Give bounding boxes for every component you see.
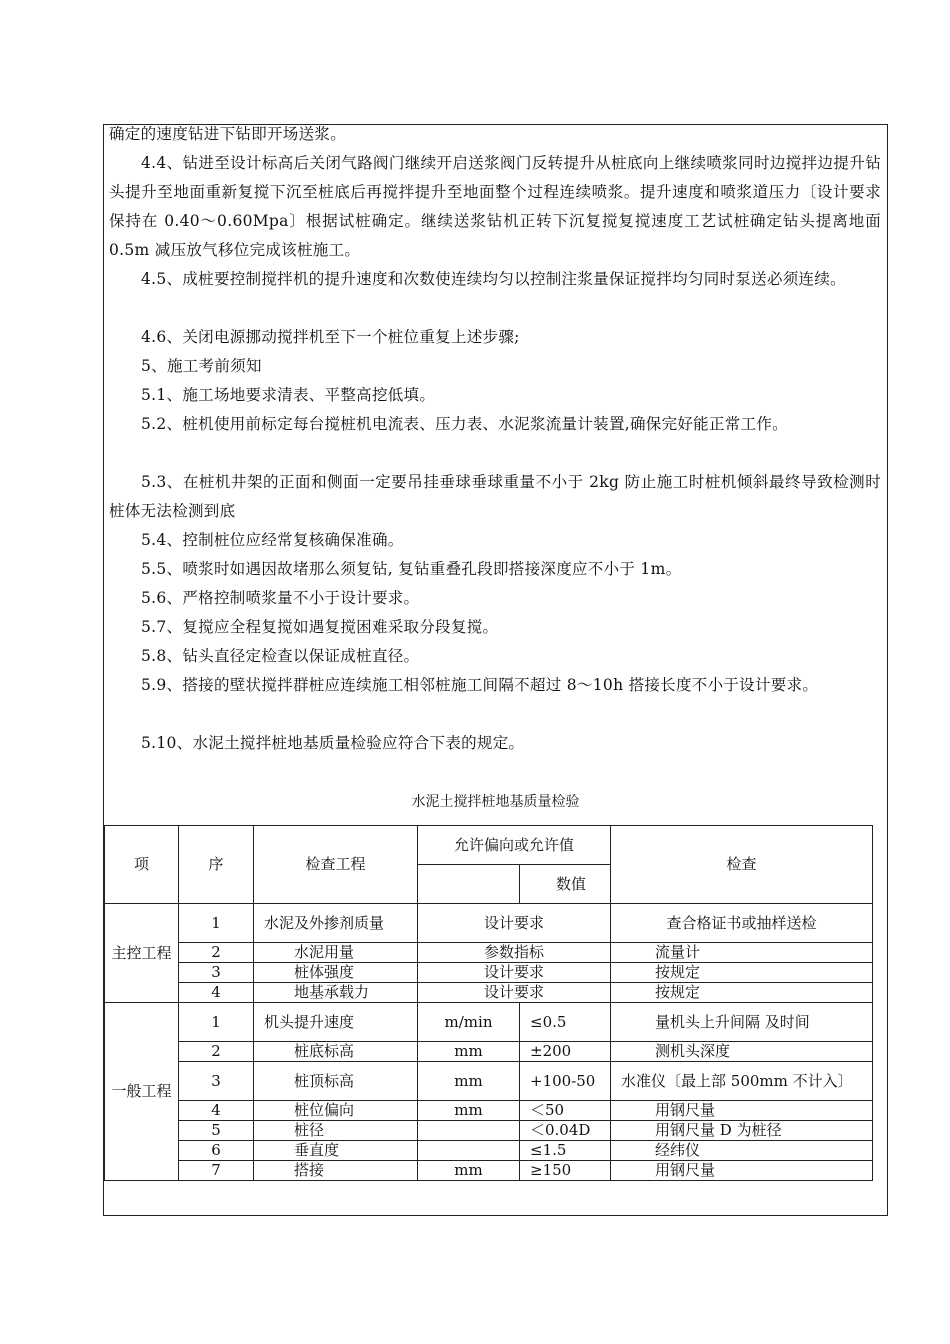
- cell-value: ＜50: [520, 1101, 611, 1121]
- cell-value: +100-50: [520, 1062, 611, 1101]
- cell-item: 搭接: [254, 1161, 418, 1181]
- group-label-main: 主控工程: [105, 904, 179, 1003]
- paragraph-5-7: 5.7、复搅应全程复搅如遇复搅困难采取分段复搅。: [141, 618, 499, 636]
- cell-value: 设计要求: [418, 963, 611, 983]
- table-row: [105, 983, 873, 1003]
- cell-seq: 4: [179, 983, 254, 1003]
- cell-seq: 1: [179, 904, 254, 943]
- paragraph-5-2: 5.2、桩机使用前标定每台搅桩机电流表、压力表、水泥浆流量计装置,确保完好能正常工作。: [141, 415, 788, 433]
- paragraph-5-3: 5.3、在桩机井架的正面和侧面一定要吊挂垂球垂球重量不小于 2kg 防止施工时桩机倾斜最终导致检测时桩体无法检测到底: [109, 473, 881, 520]
- cell-value: ＜0.04D: [520, 1121, 611, 1141]
- table-row: [105, 1101, 873, 1121]
- cell-item: 桩底标高: [254, 1042, 418, 1062]
- cell-item: 桩体强度: [254, 963, 418, 983]
- cell-item: 桩径: [254, 1121, 418, 1141]
- table-row: [105, 1141, 873, 1161]
- cell-value: 参数指标: [418, 943, 611, 963]
- paragraph-4-4: 4.4、钻进至设计标高后关闭气路阀门继续开启送浆阀门反转提升从桩底向上继续喷浆同时边搅拌边提升钻头提升至地面重新复搅下沉至桩底后再搅拌提升至地面整个过程连续喷浆。提升速度和喷浆道压力〔设计要求保持在 0.40～0.60Mpa〕根据试桩确定。继续送浆钻机正转下沉复搅复搅速度工艺试桩确定钻头提离地面 0.5m 减压放气移位完成该桩施工。: [109, 154, 881, 259]
- cell-seq: 5: [179, 1121, 254, 1141]
- paragraph-5-5: 5.5、喷浆时如遇因故堵那么须复钻, 复钻重叠孔段即搭接深度应不小于 1m。: [141, 560, 682, 578]
- cell-item: 机头提升速度: [254, 1003, 418, 1042]
- header-allowance: 允许偏向或允许值: [418, 826, 611, 865]
- table-row: [105, 1062, 873, 1101]
- cell-unit: [418, 1121, 520, 1141]
- paragraph-5-10: 5.10、水泥土搅拌桩地基质量检验应符合下表的规定。: [141, 734, 525, 752]
- cell-seq: 1: [179, 1003, 254, 1042]
- cell-item: 垂直度: [254, 1141, 418, 1161]
- cell-method: 测机头深度: [611, 1042, 873, 1062]
- cell-value: 设计要求: [418, 983, 611, 1003]
- cell-unit: m/min: [418, 1003, 520, 1042]
- cell-seq: 6: [179, 1141, 254, 1161]
- cell-item: 桩顶标高: [254, 1062, 418, 1101]
- table-row: [105, 1161, 873, 1181]
- cell-method: 用钢尺量: [611, 1101, 873, 1121]
- header-seq: 序: [179, 826, 254, 904]
- cell-unit: mm: [418, 1062, 520, 1101]
- table-row: [105, 963, 873, 983]
- group-label-general: 一般工程: [105, 1003, 179, 1181]
- cell-value: ≤1.5: [520, 1141, 611, 1161]
- cell-method: 经纬仪: [611, 1141, 873, 1161]
- cell-item: 水泥用量: [254, 943, 418, 963]
- paragraph-section-5: 5、施工考前须知: [141, 357, 262, 375]
- table-caption: 水泥土搅拌桩地基质量检验: [411, 794, 580, 810]
- cell-method: 按规定: [611, 963, 873, 983]
- paragraph-5-6: 5.6、严格控制喷浆量不小于设计要求。: [141, 589, 420, 607]
- cell-method: 量机头上升间隔 及时间: [611, 1003, 873, 1042]
- header-item: 项: [105, 826, 179, 904]
- header-unit-blank: [418, 865, 520, 904]
- paragraph-5-9: 5.9、搭接的壁状搅拌群桩应连续施工相邻桩施工间隔不超过 8～10h 搭接长度不小于设计要求。: [141, 676, 819, 694]
- cell-seq: 4: [179, 1101, 254, 1121]
- cell-unit: mm: [418, 1161, 520, 1181]
- cell-unit: [418, 1141, 520, 1161]
- paragraph-5-8: 5.8、钻头直径定检查以保证成桩直径。: [141, 647, 420, 665]
- paragraph-5-4: 5.4、控制桩位应经常复核确保准确。: [141, 531, 404, 549]
- cell-value: 设计要求: [418, 904, 611, 943]
- cell-item: 水泥及外掺剂质量: [254, 904, 418, 943]
- table-row: [105, 1003, 873, 1042]
- cell-method: 用钢尺量 D 为桩径: [611, 1121, 873, 1141]
- header-method: 检查: [611, 826, 873, 904]
- cell-item: 桩位偏向: [254, 1101, 418, 1121]
- cell-seq: 2: [179, 943, 254, 963]
- paragraph-5-1: 5.1、施工场地要求清表、平整高挖低填。: [141, 386, 436, 404]
- cell-method: 查合格证书或抽样送检: [611, 904, 873, 943]
- cell-seq: 3: [179, 963, 254, 983]
- quality-inspection-table: [104, 825, 873, 1181]
- cell-unit: mm: [418, 1042, 520, 1062]
- cell-value: ±200: [520, 1042, 611, 1062]
- paragraph-4-5: 4.5、成桩要控制搅拌机的提升速度和次数使连续均匀以控制注浆量保证搅拌均匀同时泵送必须连续。: [141, 270, 846, 288]
- cell-method: 水准仪〔最上部 500mm 不计入〕: [611, 1062, 873, 1101]
- cell-value: ≥150: [520, 1161, 611, 1181]
- header-value: 数值: [520, 865, 611, 904]
- table-row: [105, 1121, 873, 1141]
- cell-unit: mm: [418, 1101, 520, 1121]
- table-header-row: [105, 826, 873, 865]
- cell-method: 按规定: [611, 983, 873, 1003]
- cell-value: ≤0.5: [520, 1003, 611, 1042]
- cell-seq: 2: [179, 1042, 254, 1062]
- header-check-item: 检查工程: [254, 826, 418, 904]
- cell-item: 地基承载力: [254, 983, 418, 1003]
- cell-seq: 3: [179, 1062, 254, 1101]
- table-row: [105, 943, 873, 963]
- cell-method: 用钢尺量: [611, 1161, 873, 1181]
- cell-method: 流量计: [611, 943, 873, 963]
- paragraph-continuation: 确定的速度钻进下钻即开场送浆。: [109, 125, 347, 143]
- table-row: [105, 1042, 873, 1062]
- table-row: [105, 904, 873, 943]
- paragraph-4-6: 4.6、关闭电源挪动搅拌机至下一个桩位重复上述步骤;: [141, 328, 520, 346]
- cell-seq: 7: [179, 1161, 254, 1181]
